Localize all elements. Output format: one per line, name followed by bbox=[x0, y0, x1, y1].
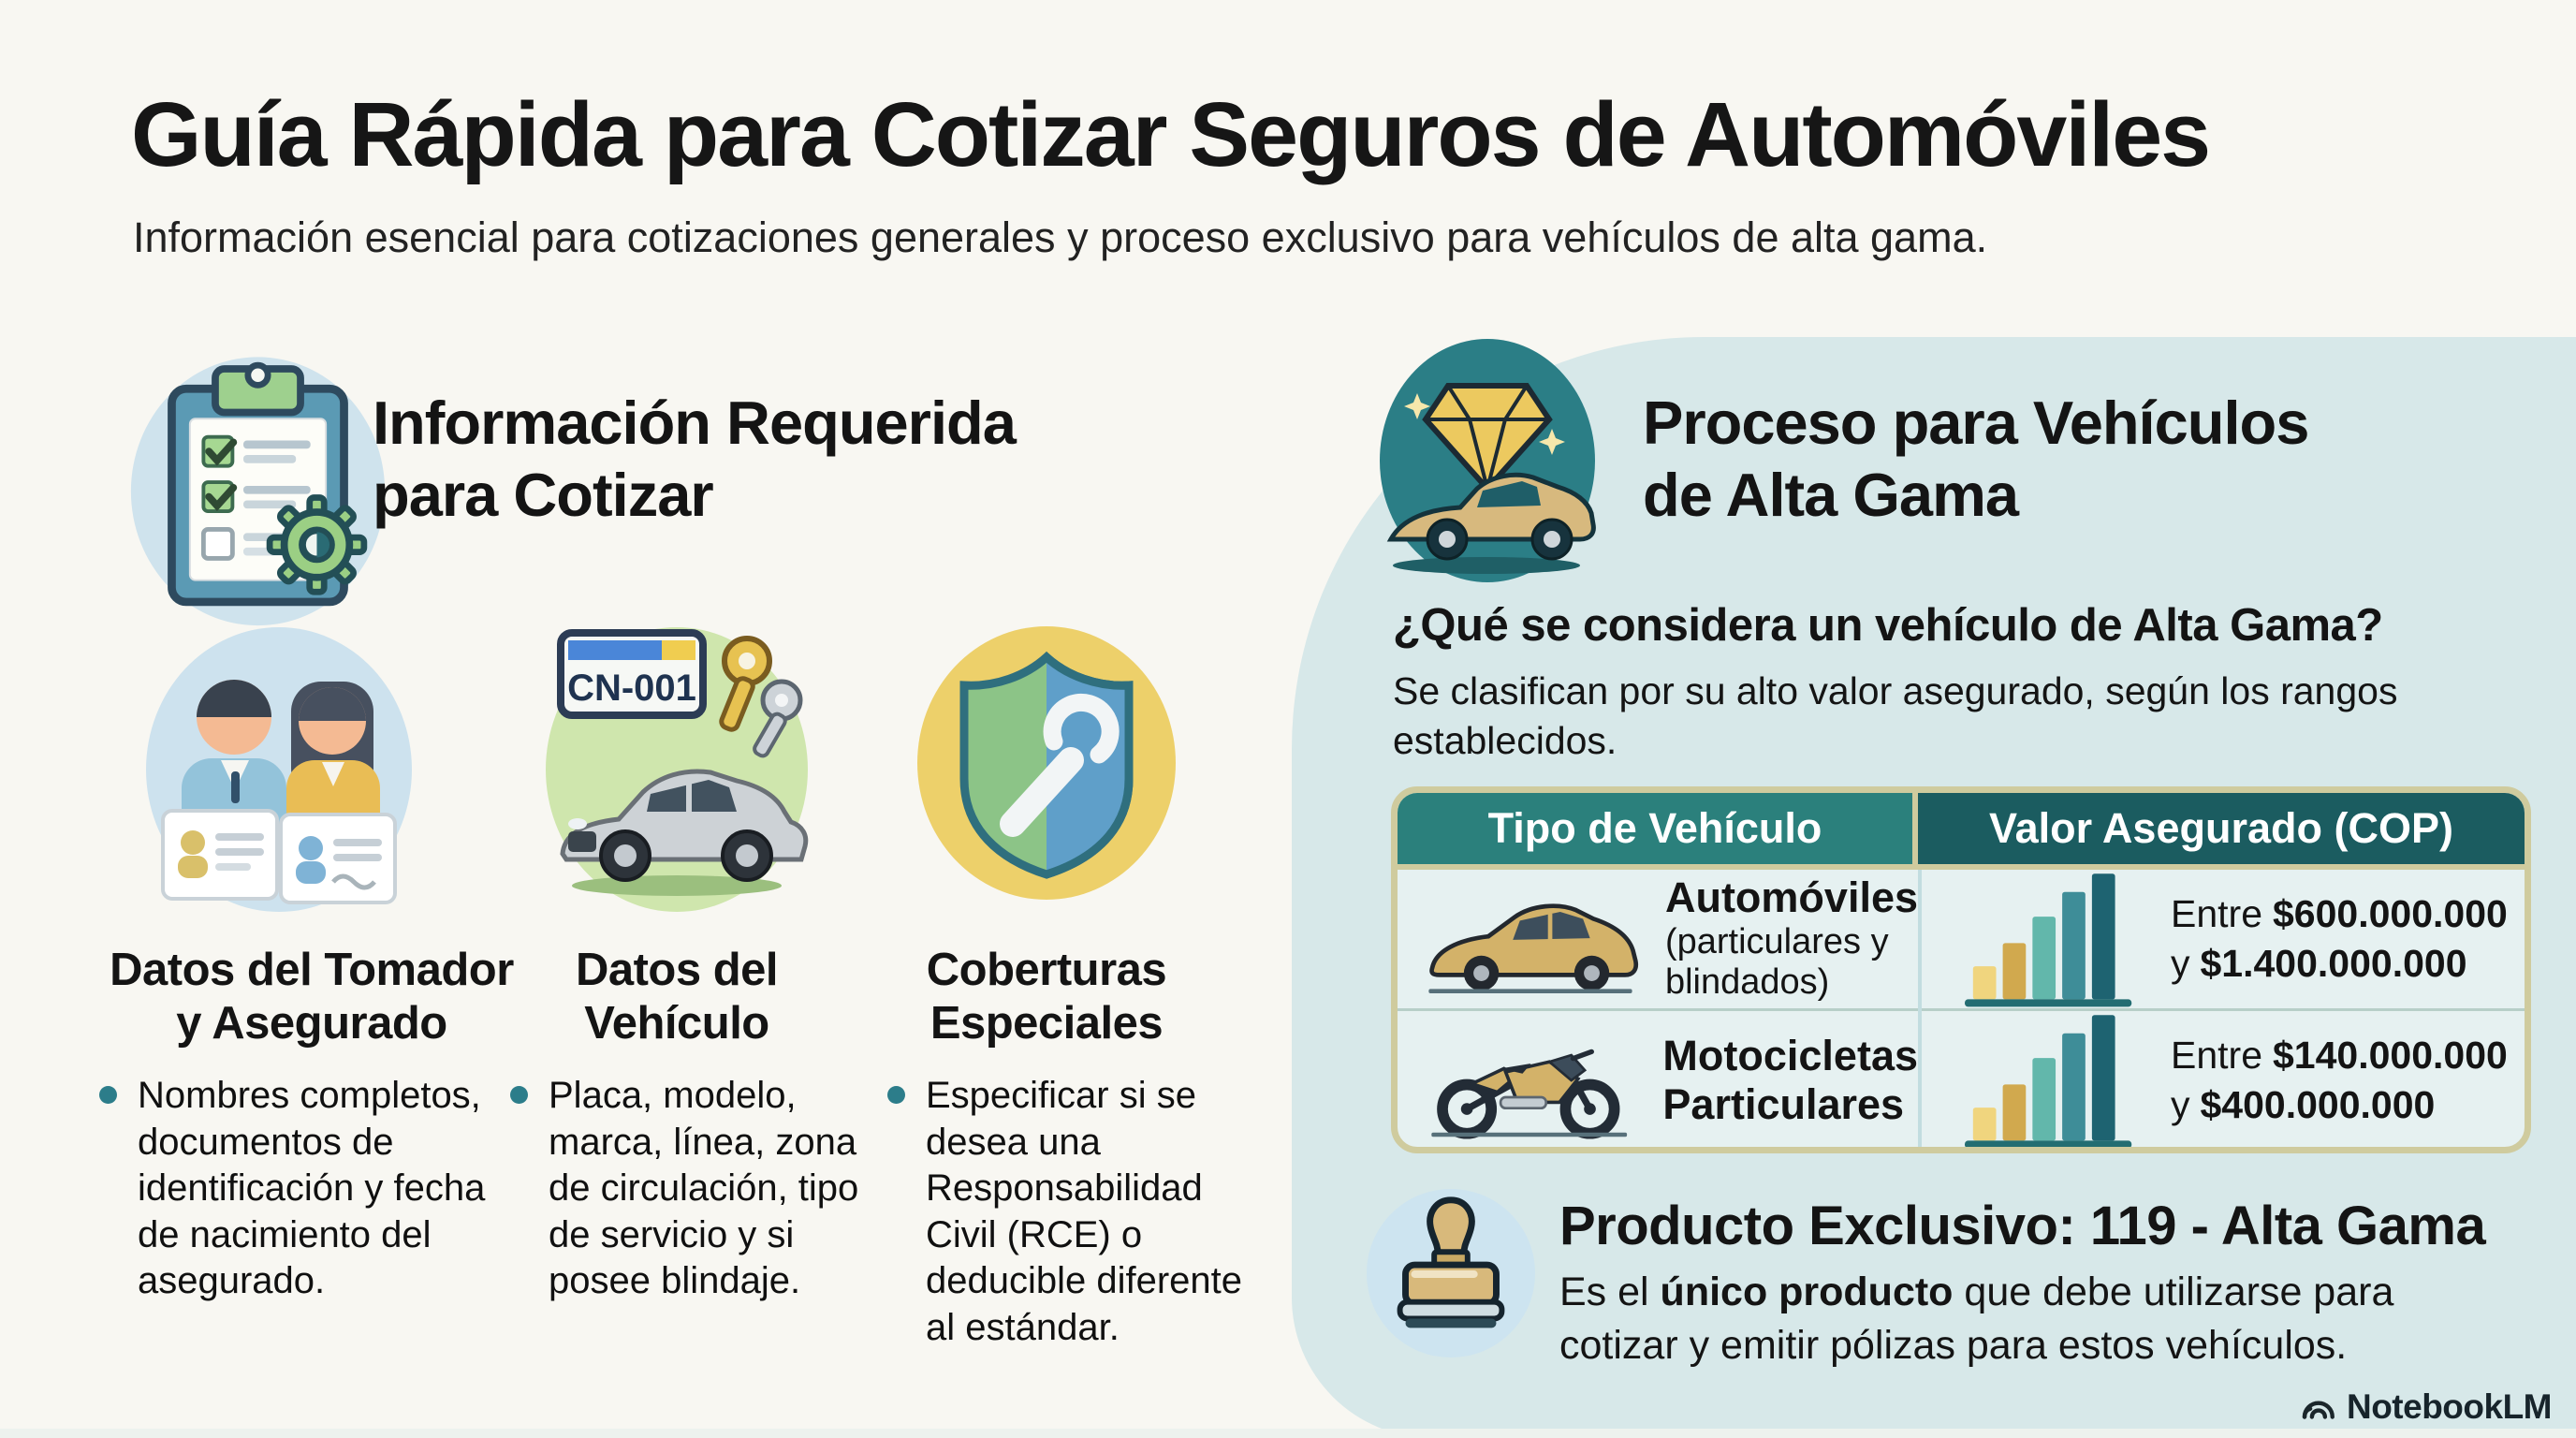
row-type-name: Automóviles bbox=[1664, 873, 1918, 922]
row-type-sub: (particulares y blindados) bbox=[1664, 921, 1889, 1003]
clipboard-checklist-gear-icon bbox=[120, 339, 396, 629]
bottom-edge-strip bbox=[0, 1429, 2576, 1438]
left-section-heading: Información Requerida para Cotizar bbox=[373, 389, 1016, 529]
bullet-vehiculo: Placa, modelo, marca, línea, zona de circulación, tipo de servicio y si posee blindaje. bbox=[510, 1073, 885, 1305]
page-title: Guía Rápida para Cotizar Seguros de Automóviles bbox=[131, 83, 2210, 185]
alta-gama-question-sub: Se clasifican por su alto valor asegurado, según los rangos establecidos. bbox=[1393, 669, 2398, 763]
bar-chart-icon bbox=[1950, 1010, 2148, 1151]
luxury-car-diamond-icon bbox=[1372, 331, 1603, 590]
gold-car-icon bbox=[1420, 880, 1641, 998]
id-card-icon bbox=[281, 814, 395, 902]
row-type-name: Motocicletas bbox=[1662, 1032, 1918, 1080]
bullet-coberturas: Especificar si se desea una Responsabilidad Civil (RCE) o deducible diferente al estándar. bbox=[887, 1073, 1281, 1352]
exclusive-product-title: Producto Exclusivo: 119 - Alta Gama bbox=[1559, 1196, 2486, 1256]
bullet-dot bbox=[887, 1086, 905, 1104]
column-title-tomador: Datos del Tomador y Asegurado bbox=[110, 945, 514, 1049]
row-value-range: Entre $140.000.000 y $400.000.000 bbox=[2171, 1033, 2508, 1126]
table-body bbox=[1398, 870, 2525, 1148]
license-plate-icon bbox=[561, 633, 703, 715]
table-header-valor: Valor Asegurado (COP) bbox=[1918, 793, 2525, 864]
table-column-divider bbox=[1918, 870, 1922, 1148]
svg-text:CN-001: CN-001 bbox=[567, 668, 696, 709]
right-section-heading: Proceso para Vehículos de Alta Gama bbox=[1643, 389, 2309, 529]
gear-icon bbox=[270, 498, 364, 593]
row-value-range: Entre $600.000.000 y $1.400.000.000 bbox=[2171, 891, 2508, 985]
alta-gama-question: ¿Qué se considera un vehículo de Alta Gama? bbox=[1393, 600, 2383, 651]
motorcycle-icon bbox=[1420, 1021, 1638, 1139]
policyholder-persons-icon bbox=[139, 614, 419, 916]
watermark-text: NotebookLM bbox=[2346, 1387, 2552, 1426]
exclusive-product-body: Es el único producto que debe utilizarse para cotizar y emitir pólizas para estos vehículos. bbox=[1559, 1269, 2394, 1369]
table-header-row bbox=[1398, 793, 2525, 870]
row-type-sub: Particulares bbox=[1662, 1079, 1905, 1128]
page-subtitle: Información esencial para cotizaciones generales y proceso exclusivo para vehículos de alta gama. bbox=[133, 213, 1988, 261]
bullet-tomador: Nombres completos, documentos de identificación y fecha de nacimiento del asegurado. bbox=[99, 1073, 522, 1305]
bar-chart-icon bbox=[1950, 869, 2148, 1009]
notebooklm-logo-icon bbox=[2298, 1387, 2337, 1427]
table-header-tipo: Tipo de Vehículo bbox=[1398, 793, 1918, 864]
bullet-dot bbox=[510, 1086, 528, 1104]
vehicle-value-table bbox=[1391, 786, 2531, 1153]
column-title-coberturas: Coberturas Especiales bbox=[926, 945, 1167, 1049]
stamp-icon bbox=[1363, 1185, 1539, 1361]
watermark bbox=[2298, 1387, 2552, 1427]
id-card-icon bbox=[163, 811, 277, 899]
vehicle-plate-keys-car-icon bbox=[536, 609, 817, 922]
table-row bbox=[1398, 870, 2525, 1008]
column-title-vehiculo: Datos del Vehículo bbox=[575, 945, 779, 1049]
bullet-dot bbox=[99, 1086, 117, 1104]
table-row bbox=[1398, 1008, 2525, 1150]
shield-wrench-icon bbox=[906, 622, 1187, 904]
